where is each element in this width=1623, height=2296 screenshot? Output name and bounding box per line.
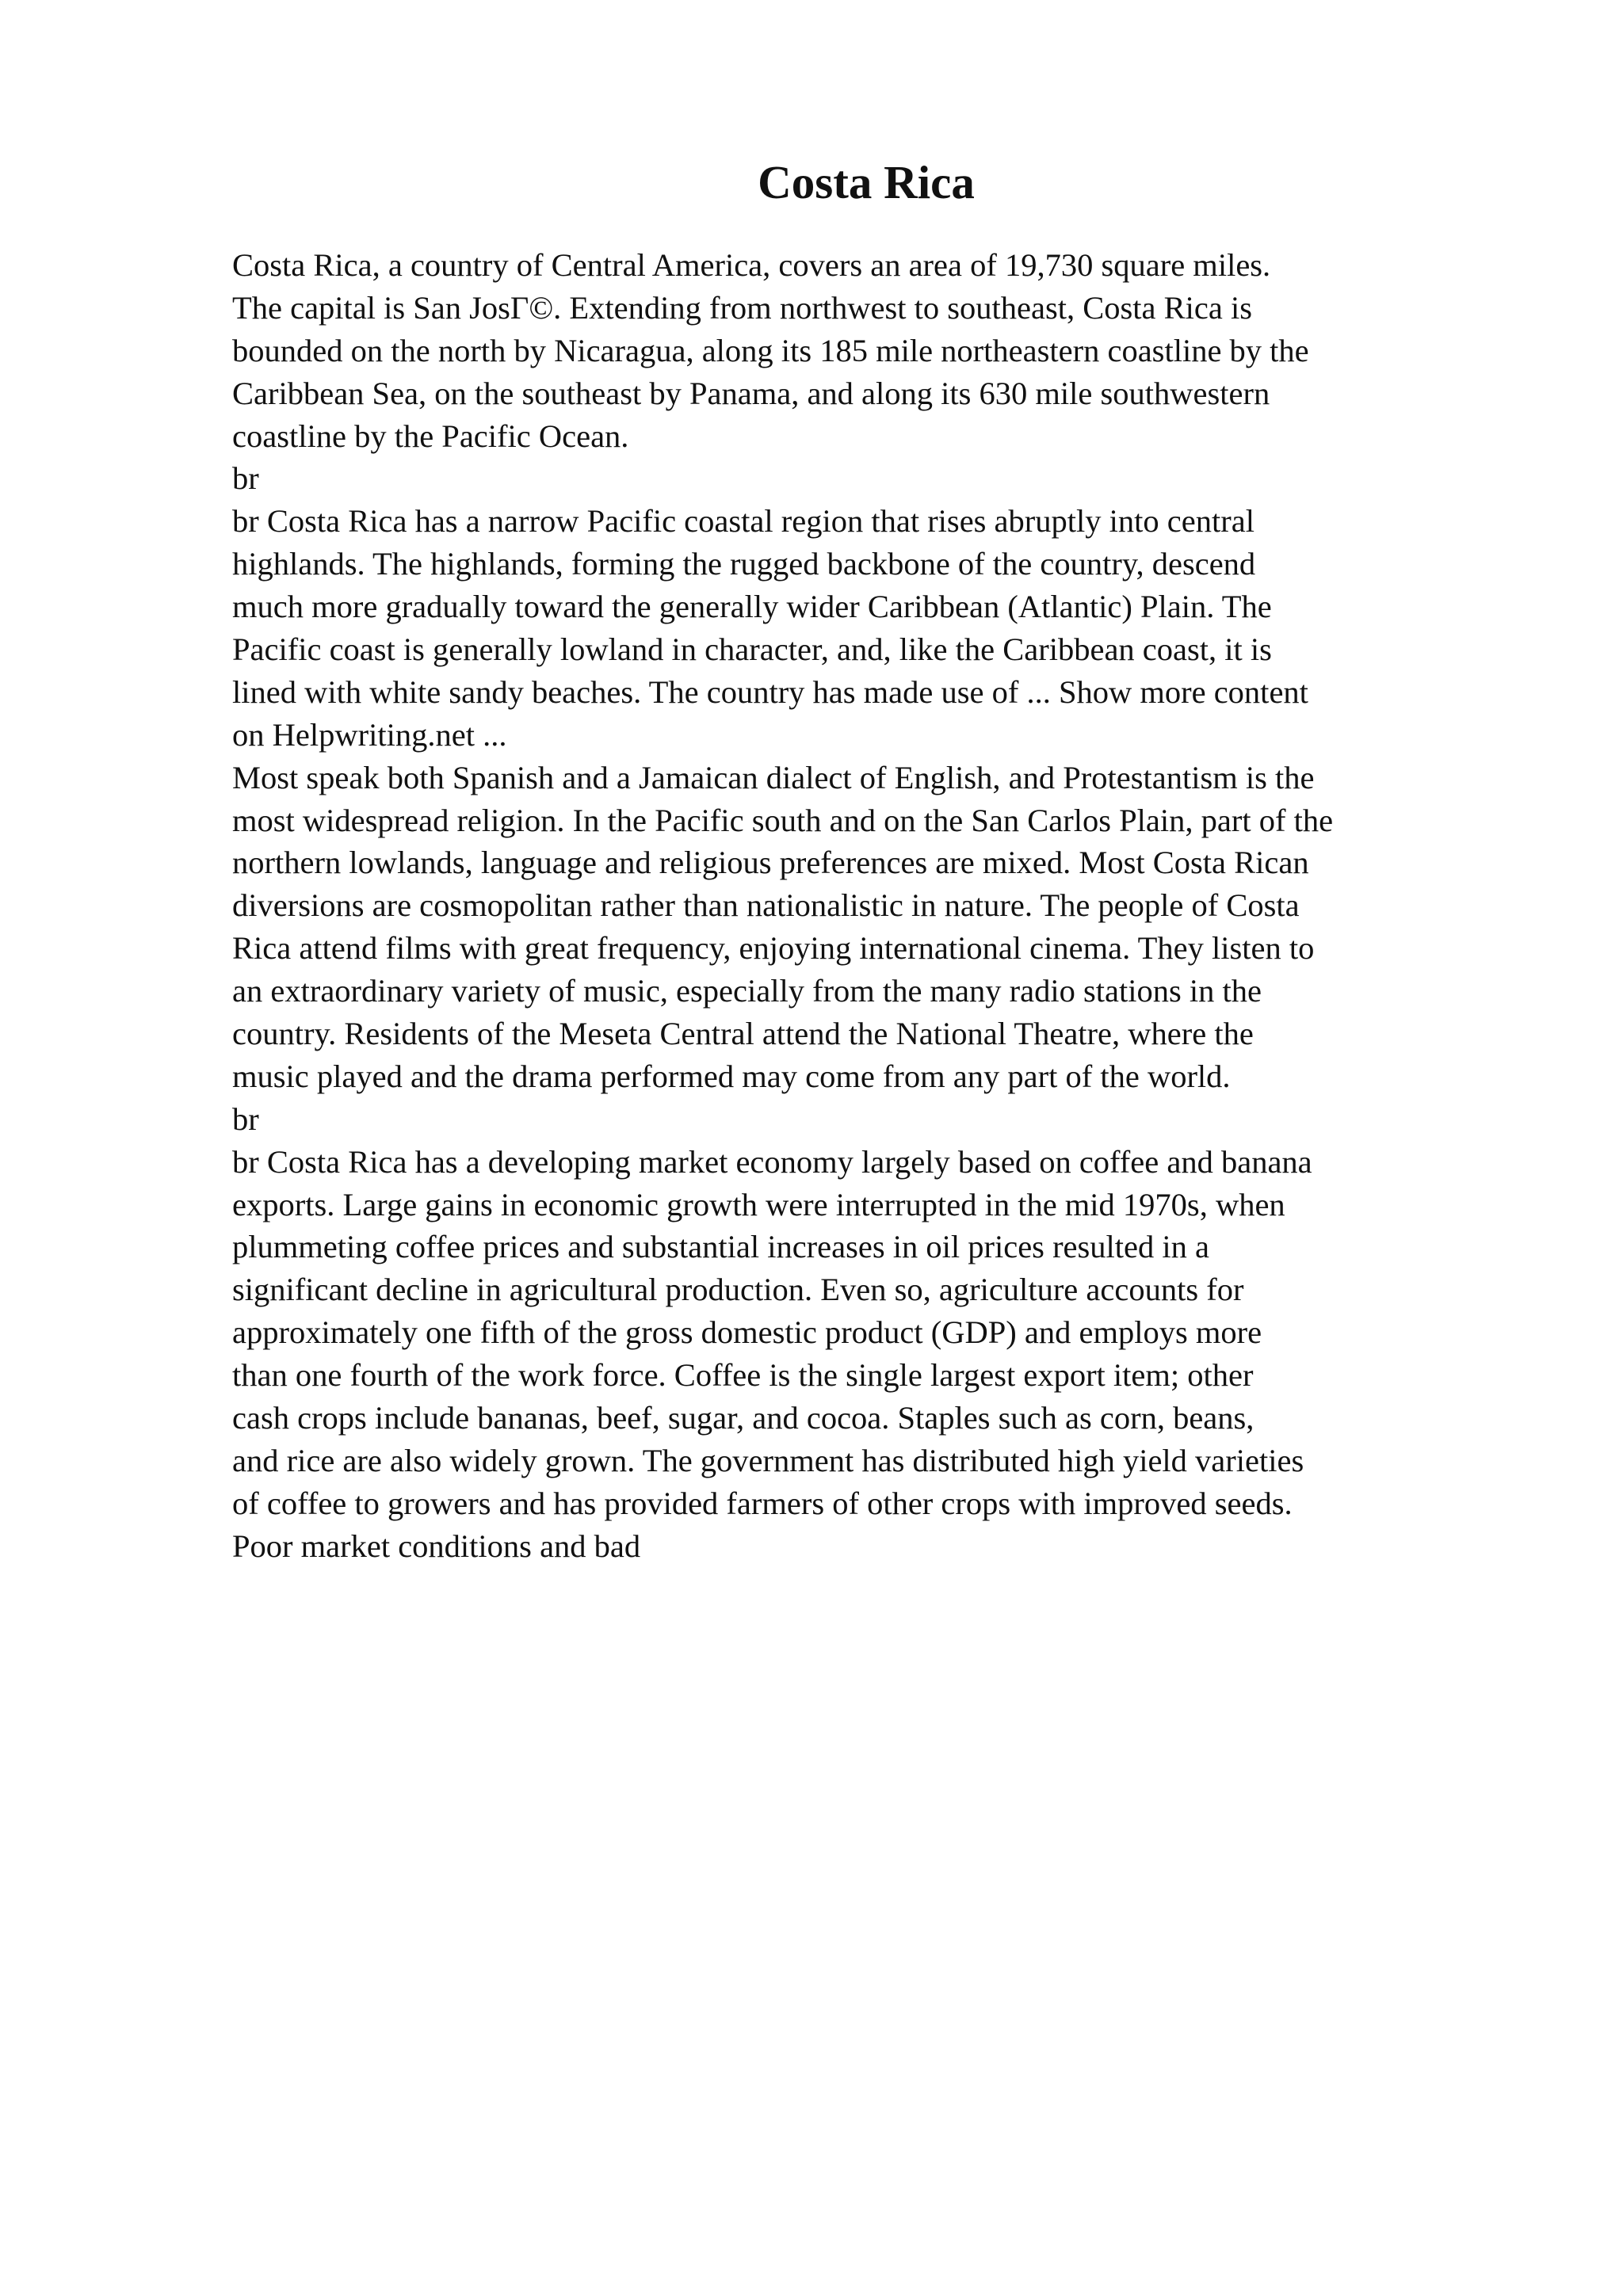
body-text-line: diversions are cosmopolitan rather than nationalistic in nature. The people of Costa	[232, 887, 1300, 924]
document-body	[232, 244, 1611, 1568]
body-text-line: br	[232, 1100, 259, 1137]
body-text-line: Pacific coast is generally lowland in character, and, like the Caribbean coast, it is	[232, 631, 1272, 668]
body-text-line: br	[232, 460, 259, 497]
body-text-line: approximately one fifth of the gross domestic product (GDP) and employs more	[232, 1314, 1262, 1351]
body-text-line: br Costa Rica has a developing market economy largely based on coffee and banana	[232, 1143, 1312, 1180]
body-text-line: br Costa Rica has a narrow Pacific coastal region that rises abruptly into central	[232, 503, 1254, 540]
body-text-line: Rica attend films with great frequency, enjoying international cinema. They listen to	[232, 930, 1315, 967]
body-text-line: cash crops include bananas, beef, sugar, and cocoa. Staples such as corn, beans,	[232, 1400, 1254, 1436]
body-text-line: and rice are also widely grown. The government has distributed high yield varieties	[232, 1442, 1304, 1478]
body-text-line: The capital is San JosГ©. Extending from northwest to southeast, Costa Rica is	[232, 289, 1253, 326]
page-title: Costa Rica	[758, 156, 975, 208]
body-text-line: exports. Large gains in economic growth were interrupted in the mid 1970s, when	[232, 1186, 1285, 1222]
body-text-line: coastline by the Pacific Ocean.	[232, 418, 629, 454]
body-text-line: of coffee to growers and has provided farmers of other crops with improved seeds.	[232, 1485, 1293, 1521]
body-text-line: an extraordinary variety of music, especially from the many radio stations in the	[232, 973, 1262, 1009]
body-text-line: much more gradually toward the generally wider Caribbean (Atlantic) Plain. The	[232, 589, 1272, 625]
body-text-line: Most speak both Spanish and a Jamaican dialect of English, and Protestantism is the	[232, 759, 1315, 795]
body-text-line: significant decline in agricultural production. Even so, agriculture accounts for	[232, 1272, 1244, 1308]
body-text-line: Caribbean Sea, on the southeast by Panama, and along its 630 mile southwestern	[232, 375, 1270, 411]
body-text-line: on Helpwriting.net ...	[232, 716, 507, 753]
body-text-line: northern lowlands, language and religious preferences are mixed. Most Costa Rican	[232, 845, 1309, 881]
body-text-line: most widespread religion. In the Pacific south and on the San Carlos Plain, part of the	[232, 802, 1334, 838]
body-text-line: Poor market conditions and bad	[232, 1527, 641, 1564]
body-text-line: than one fourth of the work force. Coffee is the single largest export item; other	[232, 1357, 1254, 1394]
body-text-line: lined with white sandy beaches. The country has made use of ... Show more content	[232, 673, 1308, 710]
body-text-line: Costa Rica, a country of Central America, covers an area of 19,730 square miles.	[232, 247, 1271, 283]
body-text-line: country. Residents of the Meseta Central attend the National Theatre, where the	[232, 1016, 1254, 1052]
body-text-line: bounded on the north by Nicaragua, along its 185 mile northeastern coastline by the	[232, 332, 1309, 368]
body-text-line: plummeting coffee prices and substantial increases in oil prices resulted in a	[232, 1229, 1209, 1265]
body-text-line: music played and the drama performed may come from any part of the world.	[232, 1058, 1231, 1094]
body-text-line: highlands. The highlands, forming the rugged backbone of the country, descend	[232, 546, 1256, 582]
